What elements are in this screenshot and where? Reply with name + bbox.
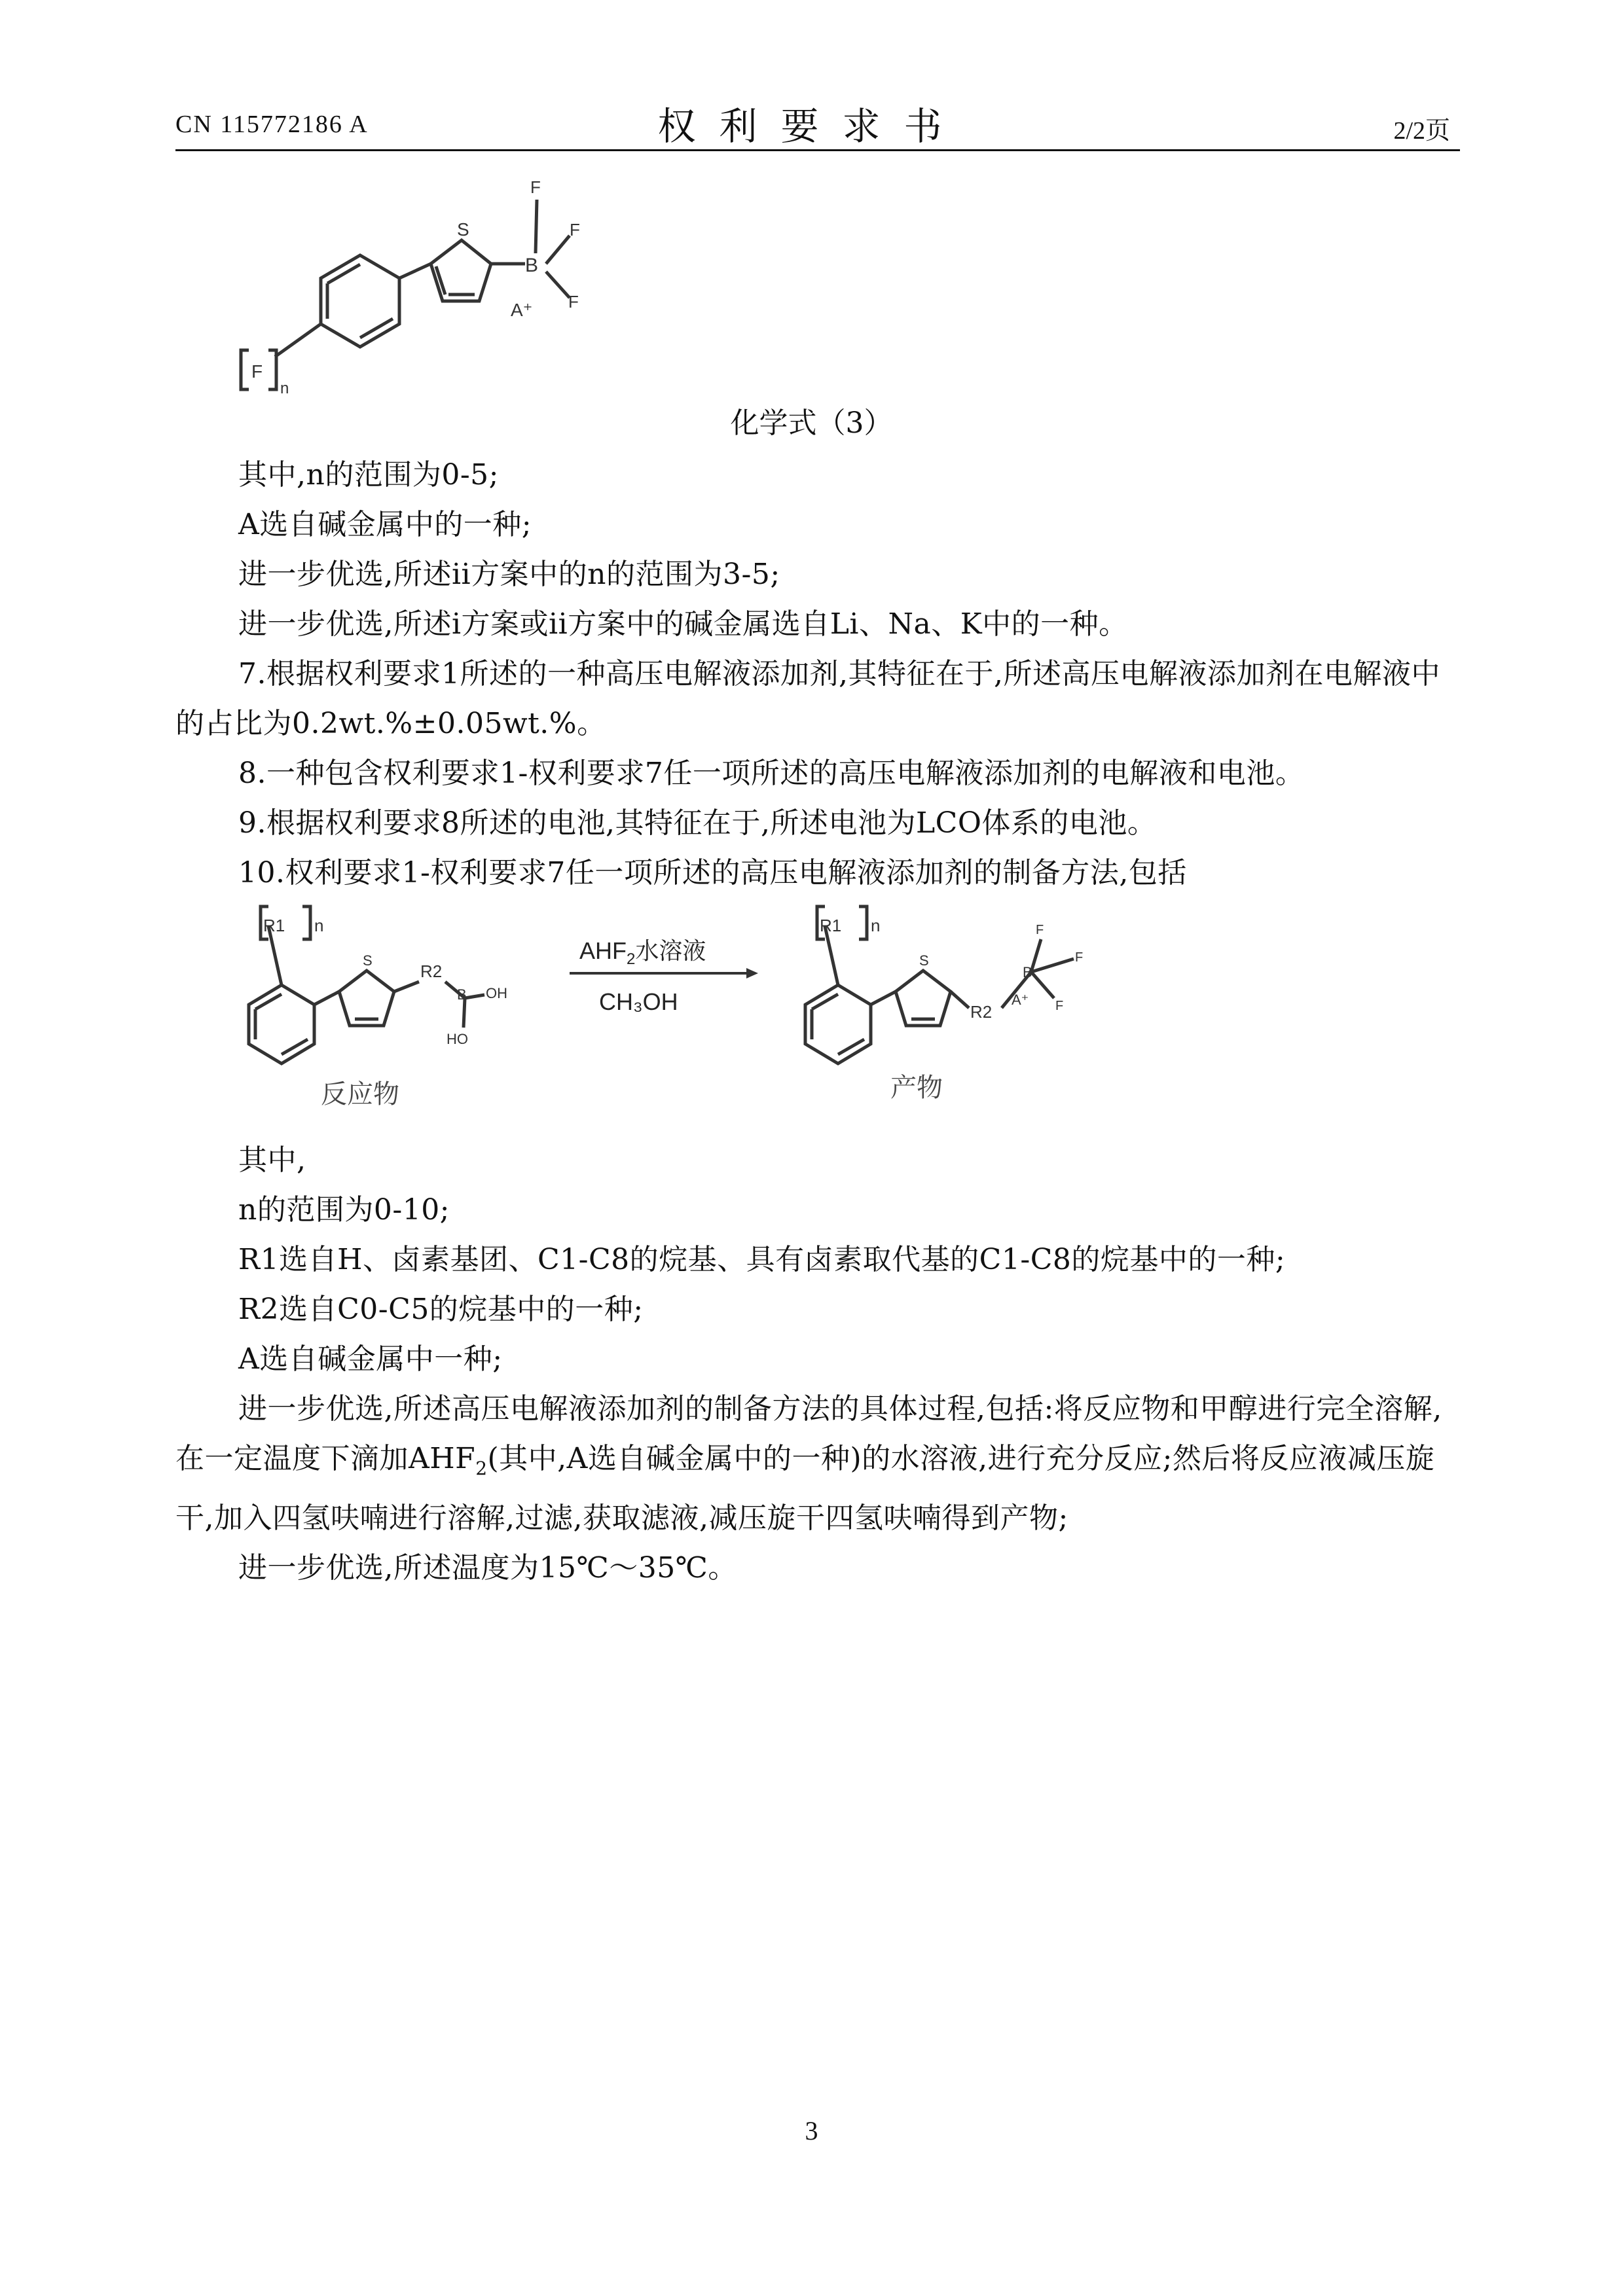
claim-line: A选自碱金属中的一种; [238,508,532,541]
fluorine-atom: F [1075,950,1084,965]
page-title: 权利要求书 [657,104,966,149]
claim-line: n的范围为0-10; [238,1193,450,1227]
product-label: 产物 [890,1073,943,1102]
reaction-scheme [229,893,1159,1129]
subscript-n: n [314,916,324,935]
product-structure [805,906,1074,1064]
subscript-n: n [280,380,289,397]
claim-line: 其中, [238,1143,306,1177]
header-rule [175,149,1460,151]
r2-label: R2 [420,961,443,981]
formula-caption: 化学式（3） [730,406,893,440]
claims-block-1 [175,450,1459,898]
boron-atom: B [1023,964,1032,980]
doc-number: CN 115772186 A [175,111,369,138]
r1-label: R1 [820,916,842,935]
r2-label: R2 [970,1002,993,1022]
claim-line: 进一步优选,所述ii方案中的n的范围为3-5; [238,558,780,591]
fluorine-atom: F [568,292,579,312]
claim-line: R1选自H、卤素基团、C1-C8的烷基、具有卤素取代基的C1-C8的烷基中的一种; [238,1243,1286,1276]
fluorine-atom: F [1055,999,1064,1013]
claim-line: R2选自C0-C5的烷基中的一种; [238,1293,644,1326]
subscript-n: n [871,916,881,935]
fluorine-substituent: F [251,361,263,382]
hydroxyl-group: HO [447,1031,468,1047]
claim-line: A选自碱金属中一种; [238,1342,503,1376]
fluorine-atom: F [1036,923,1044,937]
sulfur-atom: S [919,952,929,969]
fluorine-atom: F [530,177,541,197]
claims-block-2 [175,1136,1459,1593]
claim-line: 进一步优选,所述i方案或ii方案中的碱金属选自Li、Na、K中的一种。 [238,607,1128,641]
claim-9: 9.根据权利要求8所述的电池,其特征在于,所述电池为LCO体系的电池。 [238,806,1157,840]
benzene-ring [321,255,399,347]
temperature-range: 进一步优选,所述温度为15℃～35℃。 [238,1551,737,1585]
boron-atom: B [457,986,467,1003]
cation-label: A⁺ [511,300,533,320]
cation-label: A⁺ [1012,992,1029,1008]
sulfur-atom: S [363,952,373,969]
process-description: 进一步优选,所述高压电解液添加剂的制备方法的具体过程,包括:将反应物和甲醇进行完全溶解,在一定温度下滴加$AHF_2$(其中,A选自碱金属中的一种)的水溶液,进行充分反应;然后将反应液减压旋干,加入四氢呋喃进行溶解,过滤,获取滤液,减压旋干四氢呋喃得到产物; [175,1392,1442,1535]
hydroxyl-group: OH [486,985,507,1001]
r1-label: R1 [263,916,285,935]
reagent-top: $AHF_2$水溶液 [579,937,706,968]
page-count: 2/2页 [1393,117,1450,145]
thiophene-ring [431,240,491,301]
reagent-bottom: CH₃OH [599,988,678,1015]
claim-7: 7.根据权利要求1所述的一种高压电解液添加剂,其特征在于,所述高压电解液添加剂在电解液中的占比为0.2wt.%±0.05wt.%。 [175,657,1440,740]
boron-atom: B [525,255,539,276]
claim-10: 10.权利要求1-权利要求7任一项所述的高压电解液添加剂的制备方法,包括 [238,856,1187,889]
page-number: 3 [805,2116,818,2145]
claim-line: 其中,n的范围为0-5; [238,458,500,492]
claim-8: 8.一种包含权利要求1-权利要求7任一项所述的高压电解液添加剂的电解液和电池。 [238,757,1305,790]
fluorine-atom: F [570,220,580,240]
sulfur-atom: S [457,219,469,240]
chemical-structure-3 [223,167,642,416]
reactant-label: 反应物 [321,1080,399,1109]
